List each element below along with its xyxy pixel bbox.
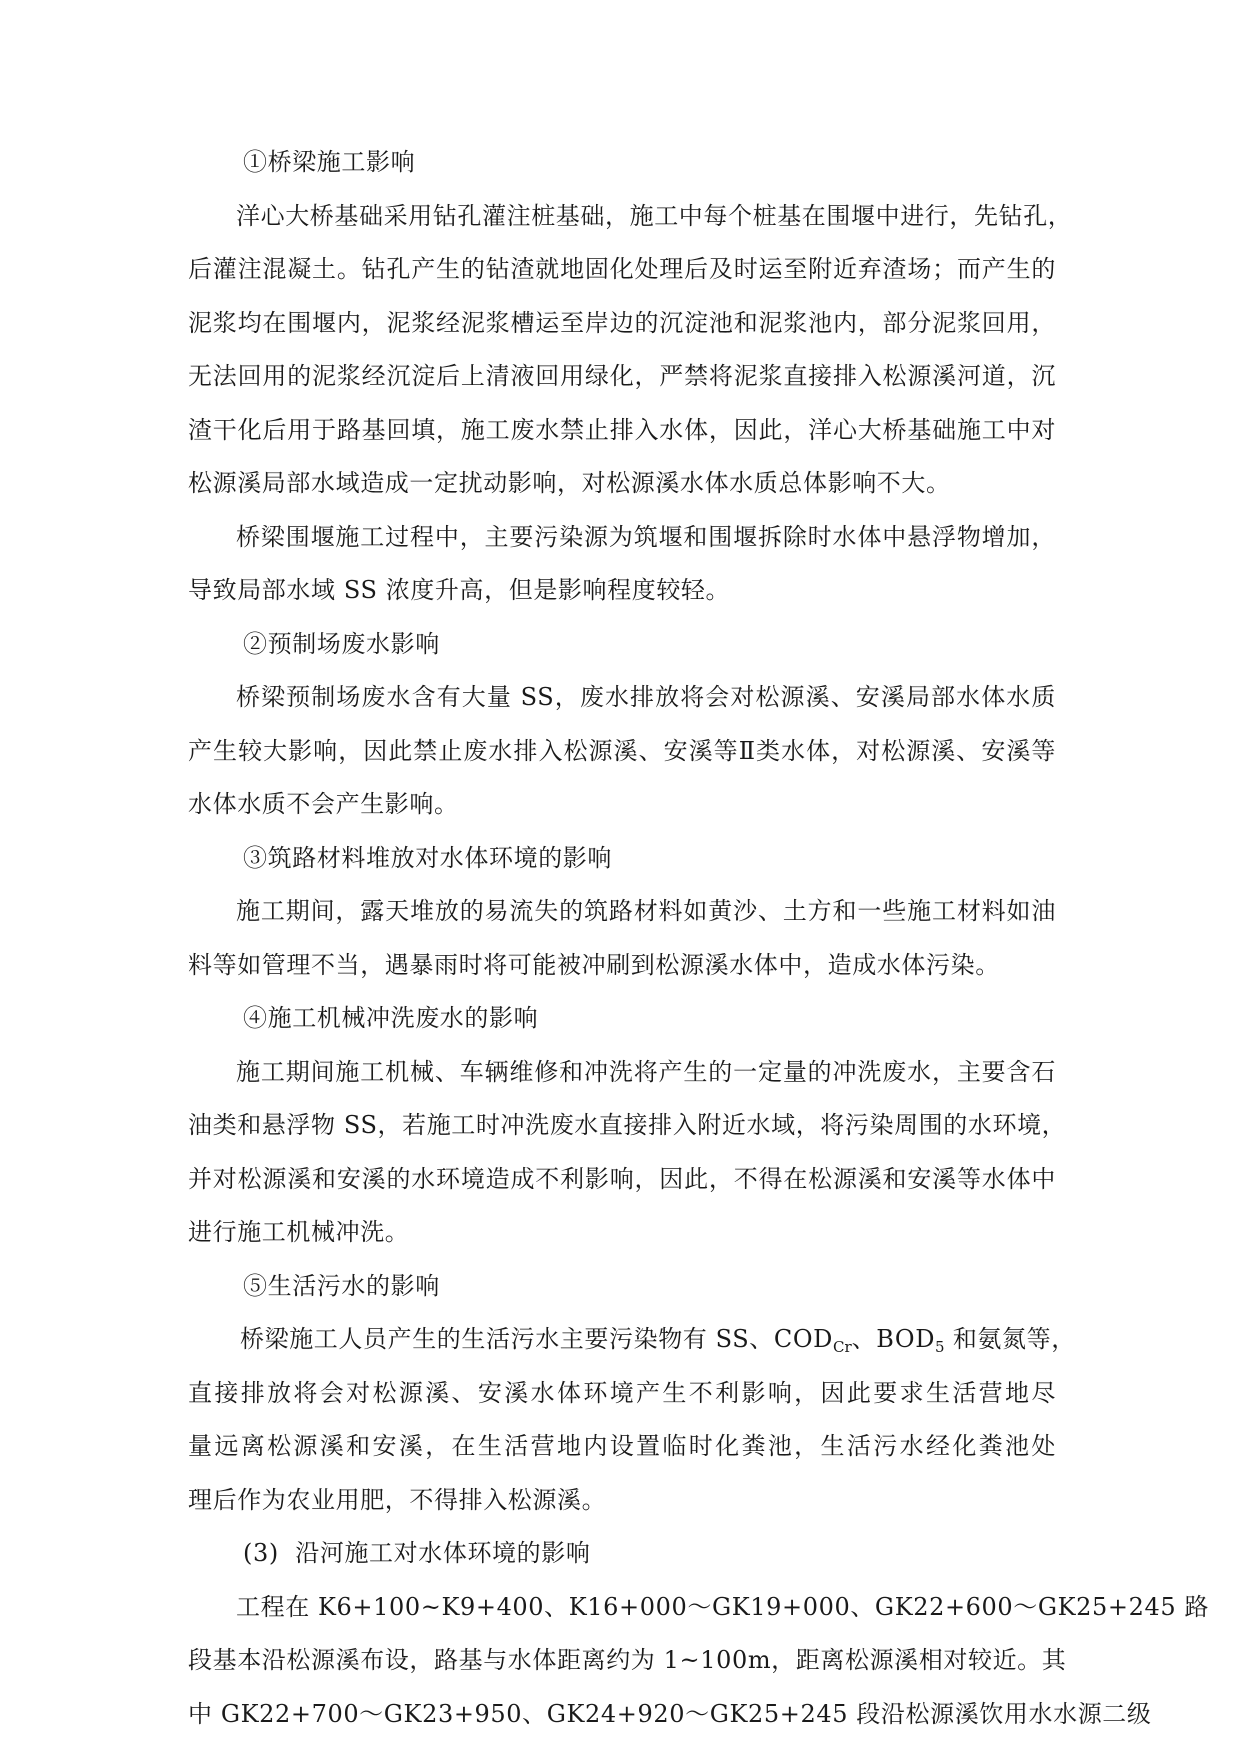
text-segment: 和氨氮等，	[944, 1325, 1076, 1353]
paragraph-line: 水体水质不会产生影响。	[188, 790, 459, 818]
paragraph-line-with-subscripts	[188, 1313, 1076, 1367]
paragraph-line: 量远离松源溪和安溪，在生活营地内设置临时化粪池，生活污水经化粪池处	[188, 1432, 1056, 1460]
paragraph-line: 泥浆均在围堰内，泥浆经泥浆槽运至岸边的沉淀池和泥浆池内，部分泥浆回用，	[188, 308, 1056, 337]
paragraph-line: 洋心大桥基础采用钻孔灌注桩基础，施工中每个桩基在围堰中进行，先钻孔，	[236, 201, 1073, 230]
paragraph-line: 后灌注混凝土。钻孔产生的钻渣就地固化处理后及时运至附近弃渣场；而产生的	[188, 255, 1056, 283]
paragraph-line: 松源溪局部水域造成一定扰动影响，对松源溪水体水质总体影响不大。	[188, 469, 951, 497]
heading-prefab-wastewater: ②预制场废水影响	[243, 629, 440, 658]
paragraph-line: 料等如管理不当，遇暴雨时将可能被冲刷到松源溪水体中，造成水体污染。	[188, 950, 1000, 979]
subscript-5: 5	[935, 1338, 945, 1356]
paragraph-line: 产生较大影响，因此禁止废水排入松源溪、安溪等Ⅱ类水体，对松源溪、安溪等	[188, 736, 1056, 765]
paragraph-line: 中 GK22+700～GK23+950、GK24+920～GK25+245 段沿松源溪饮用水水源二级	[188, 1699, 1152, 1728]
paragraph-line: 进行施工机械冲洗。	[188, 1218, 410, 1246]
heading-riverside-construction: (3) 沿河施工对水体环境的影响	[243, 1539, 591, 1567]
text-segment: 、BOD	[851, 1325, 936, 1353]
paragraph-line: 桥梁围堰施工过程中，主要污染源为筑堰和围堰拆除时水体中悬浮物增加，	[236, 522, 1056, 551]
paragraph-line: 渣干化后用于路基回填，施工废水禁止排入水体，因此，洋心大桥基础施工中对	[188, 415, 1056, 444]
subscript-cr: Cr	[832, 1338, 852, 1356]
text-segment: 桥梁施工人员产生的生活污水主要污染物有 SS、COD	[240, 1325, 833, 1353]
paragraph-line: 油类和悬浮物 SS，若施工时冲洗废水直接排入附近水域，将污染周围的水环境，	[188, 1111, 1067, 1139]
paragraph-line: 直接排放将会对松源溪、安溪水体环境产生不利影响，因此要求生活营地尽	[188, 1378, 1056, 1407]
paragraph-line: 工程在 K6+100~K9+400、K16+000～GK19+000、GK22+600～GK25+245 路	[236, 1592, 1210, 1621]
paragraph-line: 并对松源溪和安溪的水环境造成不利影响，因此，不得在松源溪和安溪等水体中	[188, 1164, 1056, 1193]
paragraph-line: 无法回用的泥浆经沉淀后上清液回用绿化，严禁将泥浆直接排入松源溪河道，沉	[188, 362, 1056, 390]
heading-bridge-construction: ①桥梁施工影响	[243, 148, 416, 176]
document-page	[188, 136, 1210, 1741]
paragraph-line: 桥梁预制场废水含有大量 SS，废水排放将会对松源溪、安溪局部水体水质	[236, 683, 1056, 711]
paragraph-line: 段基本沿松源溪布设，路基与水体距离约为 1~100m，距离松源溪相对较近。其	[188, 1646, 1067, 1674]
paragraph-line: 导致局部水域 SS 浓度升高，但是影响程度较轻。	[188, 576, 731, 604]
heading-material-storage: ③筑路材料堆放对水体环境的影响	[243, 843, 612, 872]
paragraph-line: 施工期间，露天堆放的易流失的筑路材料如黄沙、土方和一些施工材料如油	[236, 897, 1056, 925]
paragraph-line: 施工期间施工机械、车辆维修和冲洗将产生的一定量的冲洗废水，主要含石	[236, 1057, 1056, 1086]
paragraph-line: 理后作为农业用肥，不得排入松源溪。	[188, 1485, 607, 1514]
heading-domestic-sewage: ⑤生活污水的影响	[243, 1271, 440, 1300]
heading-machine-washing: ④施工机械冲洗废水的影响	[243, 1004, 539, 1032]
